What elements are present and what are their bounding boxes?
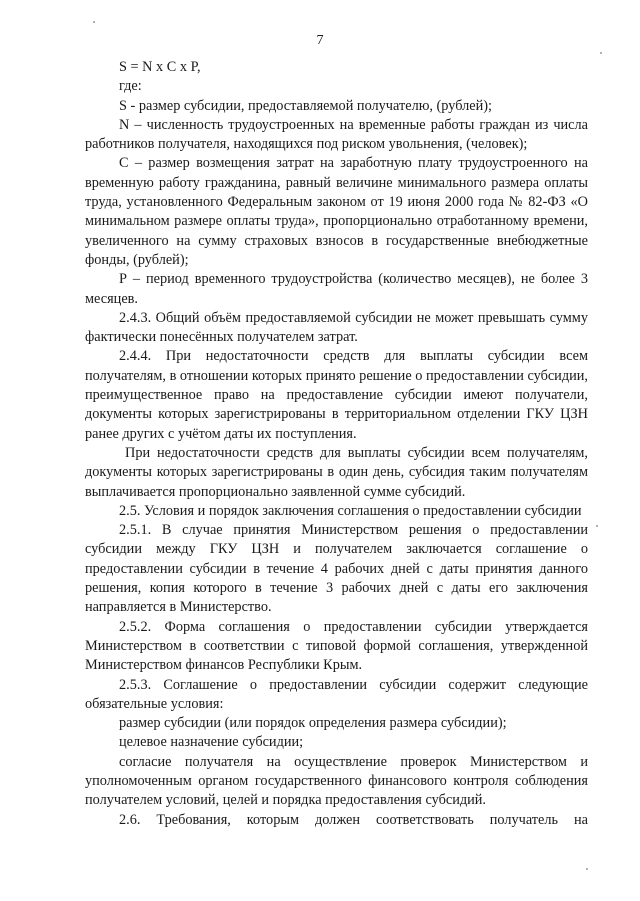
- scan-speck: [596, 525, 598, 527]
- scan-speck: [600, 52, 602, 54]
- s-definition: S - размер субсидии, предоставляемой получателю, (рублей);: [119, 97, 492, 114]
- clause-2-4-4: 2.4.4. При недостаточности средств для выплаты субсидии всем получателям, в отношении которых принято решение о предоставлении субсидии, преимущественное право на предоставление субсидии имеют получатели, документы которых зарегистрированы в территориальном отделении ГКУ ЦЗН ранее других с учётом даты их поступления.: [85, 348, 588, 442]
- document-body: [85, 58, 588, 830]
- clause-2-4-3: 2.4.3. Общий объём предоставляемой субсидии не может превышать сумму фактически понесённых получателем затрат.: [85, 309, 588, 346]
- clause-2-5-1: 2.5.1. В случае принятия Министерством решения о предоставлении субсидии между ГКУ ЦЗН и получателем заключается соглашение о предоставлении субсидии в течение 4 рабочих дней с даты принятия данного решения, копия которого в течение 3 рабочих дней с даты его заключения направляется в Министерство.: [85, 522, 588, 616]
- n-definition: N – численность трудоустроенных на временные работы граждан из числа работников получателя, находящихся под риском увольнения, (человек);: [85, 116, 588, 153]
- clause-2-5-3: 2.5.3. Соглашение о предоставлении субсидии содержит следующие обязательные условия:: [85, 676, 588, 712]
- condition-item: целевое назначение субсидии;: [119, 734, 304, 751]
- condition-item: размер субсидии (или порядок определения размера субсидии);: [119, 715, 507, 732]
- clause-2-4-4-continued: При недостаточности средств для выплаты субсидии всем получателям, документы которых зарегистрированы в один день, субсидия таким получателям выплачивается пропорционально заявленной сумме субсидий.: [85, 444, 588, 500]
- condition-item: согласие получателя на осуществление проверок Министерством и уполномоченным органом государственного финансового контроля соблюдения получателем условий, целей и порядка предоставления субсидий.: [85, 753, 588, 809]
- clause-2-5-2: 2.5.2. Форма соглашения о предоставлении субсидии утверждается Министерством в соответствии с типовой формой соглашения, утвержденной Министерством финансов Республики Крым.: [85, 618, 588, 674]
- scan-speck: [93, 21, 95, 23]
- scan-speck: [586, 868, 588, 870]
- where-line: где:: [119, 78, 142, 95]
- page-number: 7: [316, 33, 324, 48]
- c-definition: С – размер возмещения затрат на заработную плату трудоустроенного на временную работу гражданина, равный величине минимального размера оплаты труда, установленного Федеральным законом от 19 июня 2000 года № 82-ФЗ «О минимальном размере оплаты труда», пропорционально отработанному времени, увеличенного на сумму страховых взносов в государственные внебюджетные фонды, (рублей);: [85, 155, 588, 268]
- clause-2-6: 2.6. Требования, которым должен соответствовать получатель на: [119, 811, 588, 828]
- clause-2-5: 2.5. Условия и порядок заключения соглашения о предоставлении субсидии: [119, 502, 582, 519]
- formula-line: S = N x C x P,: [119, 59, 201, 75]
- p-definition: Р – период временного трудоустройства (количество месяцев), не более 3 месяцев.: [85, 271, 588, 307]
